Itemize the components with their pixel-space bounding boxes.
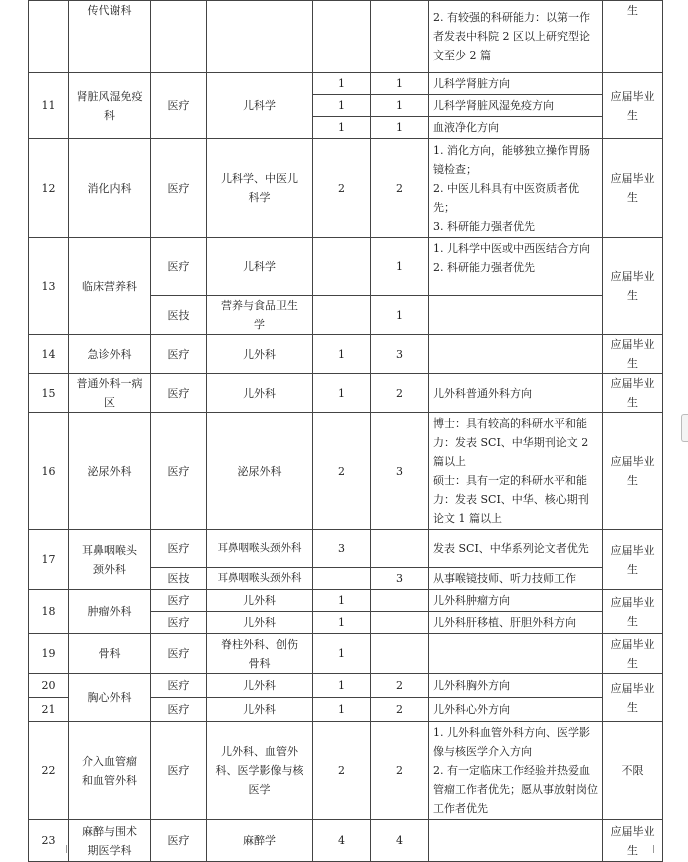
min-cell: 1 <box>313 117 371 139</box>
edu-cell: 生 <box>603 1 663 73</box>
dept-cell: 普通外科一病区 <box>69 374 151 413</box>
major-cell: 儿科学、中医儿科学 <box>207 139 313 238</box>
count-cell: 3 <box>371 335 429 374</box>
type-cell: 医疗 <box>151 139 207 238</box>
edu-cell: 应届毕业生 <box>603 530 663 590</box>
edu-cell: 应届毕业生 <box>603 374 663 413</box>
min-cell: 1 <box>313 698 371 722</box>
no-cell: 16 <box>29 413 69 530</box>
min-cell <box>313 1 371 73</box>
table-row <box>29 413 663 530</box>
type-cell: 医疗 <box>151 413 207 530</box>
min-cell: 2 <box>313 139 371 238</box>
req-cell <box>429 820 603 862</box>
major-cell: 儿外科 <box>207 698 313 722</box>
req-cell: 儿外科肿瘤方向 <box>429 590 603 612</box>
no-cell: 22 <box>29 722 69 820</box>
major-cell: 营养与食品卫生学 <box>207 296 313 335</box>
major-cell: 耳鼻咽喉头颈外科 <box>207 530 313 568</box>
count-cell <box>371 612 429 634</box>
req-cell <box>429 296 603 335</box>
no-cell: 20 <box>29 674 69 698</box>
req-cell <box>429 634 603 674</box>
edu-cell: 应届毕业生 <box>603 820 663 862</box>
dept-cell: 临床营养科 <box>69 238 151 335</box>
count-cell: 2 <box>371 139 429 238</box>
table-row <box>29 634 663 674</box>
req-cell <box>429 335 603 374</box>
req-cell: 博士：具有较高的科研水平和能力：发表 SCI、中华期刊论文 2 篇以上 硕士：具有一定的科研水平和能力：发表 SCI、中华、核心期刊论文 1 篇以上 <box>429 413 603 530</box>
no-cell: 18 <box>29 590 69 634</box>
min-cell: 2 <box>313 722 371 820</box>
no-cell: 23 <box>29 820 69 862</box>
table-row <box>29 374 663 413</box>
dept-cell: 胸心外科 <box>69 674 151 722</box>
type-cell: 医疗 <box>151 590 207 612</box>
no-cell: 12 <box>29 139 69 238</box>
req-cell: 从事喉镜技师、听力技师工作 <box>429 568 603 590</box>
dept-cell: 急诊外科 <box>69 335 151 374</box>
major-cell: 泌尿外科 <box>207 413 313 530</box>
table-row <box>29 73 663 95</box>
no-cell: 13 <box>29 238 69 335</box>
edu-cell: 不限 <box>603 722 663 820</box>
min-cell: 1 <box>313 374 371 413</box>
min-cell: 3 <box>313 530 371 568</box>
no-cell: 15 <box>29 374 69 413</box>
edu-cell: 应届毕业生 <box>603 590 663 634</box>
req-cell: 儿外科胸外方向 <box>429 674 603 698</box>
type-cell: 医疗 <box>151 73 207 139</box>
table-row <box>29 722 663 820</box>
req-cell: 1. 消化方向，能够独立操作胃肠镜检查； 2. 中医儿科具有中医资质者优先； 3. 科研能力强者优先 <box>429 139 603 238</box>
table-row <box>29 674 663 698</box>
type-cell: 医疗 <box>151 820 207 862</box>
no-cell: 17 <box>29 530 69 590</box>
table-row <box>29 335 663 374</box>
major-cell: 耳鼻咽喉头颈外科 <box>207 568 313 590</box>
major-cell <box>207 1 313 73</box>
count-cell: 1 <box>371 117 429 139</box>
min-cell: 1 <box>313 590 371 612</box>
req-cell: 1. 儿科学中医或中西医结合方向 2. 科研能力强者优先 <box>429 238 603 296</box>
min-cell <box>313 296 371 335</box>
dept-cell: 耳鼻咽喉头颈外科 <box>69 530 151 590</box>
min-cell: 1 <box>313 612 371 634</box>
type-cell: 医疗 <box>151 634 207 674</box>
scroll-side-tab[interactable] <box>681 414 688 442</box>
count-cell <box>371 590 429 612</box>
min-cell <box>313 568 371 590</box>
min-cell: 1 <box>313 335 371 374</box>
major-cell: 儿外科 <box>207 335 313 374</box>
recruitment-table <box>28 0 663 862</box>
edu-cell: 应届毕业生 <box>603 634 663 674</box>
req-cell: 儿科学肾脏风湿免疫方向 <box>429 95 603 117</box>
page-corner-mark <box>653 845 666 853</box>
dept-cell: 介入血管瘤和血管外科 <box>69 722 151 820</box>
type-cell: 医疗 <box>151 612 207 634</box>
page-corner-mark <box>54 845 67 853</box>
type-cell: 医技 <box>151 296 207 335</box>
major-cell: 儿外科 <box>207 374 313 413</box>
edu-cell: 应届毕业生 <box>603 413 663 530</box>
req-cell: 儿外科普通外科方向 <box>429 374 603 413</box>
min-cell <box>313 238 371 296</box>
type-cell: 医技 <box>151 568 207 590</box>
edu-cell: 应届毕业生 <box>603 674 663 722</box>
req-cell: 1. 儿外科血管外科方向、医学影像与核医学介入方向 2. 有一定临床工作经验并热爱血管瘤工作者优先；愿从事放射岗位工作者优先 <box>429 722 603 820</box>
major-cell: 儿外科 <box>207 590 313 612</box>
dept-cell: 泌尿外科 <box>69 413 151 530</box>
count-cell: 1 <box>371 73 429 95</box>
dept-cell: 肾脏风湿免疫科 <box>69 73 151 139</box>
table-row <box>29 590 663 612</box>
table-row <box>29 1 663 73</box>
count-cell: 4 <box>371 820 429 862</box>
req-cell: 发表 SCI、中华系列论文者优先 <box>429 530 603 568</box>
table-row <box>29 530 663 568</box>
type-cell <box>151 1 207 73</box>
no-cell: 21 <box>29 698 69 722</box>
min-cell: 2 <box>313 413 371 530</box>
edu-cell: 应届毕业生 <box>603 238 663 335</box>
count-cell: 3 <box>371 568 429 590</box>
dept-cell: 传代谢科 <box>69 1 151 73</box>
no-cell <box>29 1 69 73</box>
dept-cell: 骨科 <box>69 634 151 674</box>
table-row <box>29 820 663 862</box>
no-cell: 19 <box>29 634 69 674</box>
no-cell: 11 <box>29 73 69 139</box>
major-cell: 麻醉学 <box>207 820 313 862</box>
count-cell: 1 <box>371 238 429 296</box>
edu-cell: 应届毕业生 <box>603 335 663 374</box>
count-cell: 2 <box>371 674 429 698</box>
count-cell: 2 <box>371 374 429 413</box>
type-cell: 医疗 <box>151 335 207 374</box>
count-cell: 1 <box>371 95 429 117</box>
dept-cell: 消化内科 <box>69 139 151 238</box>
major-cell: 脊柱外科、创伤骨科 <box>207 634 313 674</box>
major-cell: 儿外科、血管外科、医学影像与核医学 <box>207 722 313 820</box>
type-cell: 医疗 <box>151 238 207 296</box>
type-cell: 医疗 <box>151 722 207 820</box>
count-cell: 2 <box>371 722 429 820</box>
type-cell: 医疗 <box>151 698 207 722</box>
count-cell <box>371 1 429 73</box>
min-cell: 1 <box>313 674 371 698</box>
min-cell: 4 <box>313 820 371 862</box>
min-cell: 1 <box>313 73 371 95</box>
req-cell: 儿科学肾脏方向 <box>429 73 603 95</box>
major-cell: 儿科学 <box>207 238 313 296</box>
no-cell: 14 <box>29 335 69 374</box>
min-cell: 1 <box>313 95 371 117</box>
edu-cell: 应届毕业生 <box>603 73 663 139</box>
req-cell: 儿外科心外方向 <box>429 698 603 722</box>
dept-cell: 麻醉与围术期医学科 <box>69 820 151 862</box>
type-cell: 医疗 <box>151 530 207 568</box>
table-row <box>29 139 663 238</box>
type-cell: 医疗 <box>151 374 207 413</box>
count-cell: 3 <box>371 413 429 530</box>
count-cell <box>371 634 429 674</box>
major-cell: 儿外科 <box>207 612 313 634</box>
dept-cell: 肿瘤外科 <box>69 590 151 634</box>
req-cell: 儿外科肝移植、肝胆外科方向 <box>429 612 603 634</box>
min-cell: 1 <box>313 634 371 674</box>
count-cell: 1 <box>371 296 429 335</box>
edu-cell: 应届毕业生 <box>603 139 663 238</box>
count-cell <box>371 530 429 568</box>
major-cell: 儿外科 <box>207 674 313 698</box>
count-cell: 2 <box>371 698 429 722</box>
major-cell: 儿科学 <box>207 73 313 139</box>
type-cell: 医疗 <box>151 674 207 698</box>
req-cell: 血液净化方向 <box>429 117 603 139</box>
table-row <box>29 238 663 296</box>
req-cell: 2. 有较强的科研能力：以第一作者发表中科院 2 区以上研究型论文至少 2 篇 <box>429 1 603 73</box>
